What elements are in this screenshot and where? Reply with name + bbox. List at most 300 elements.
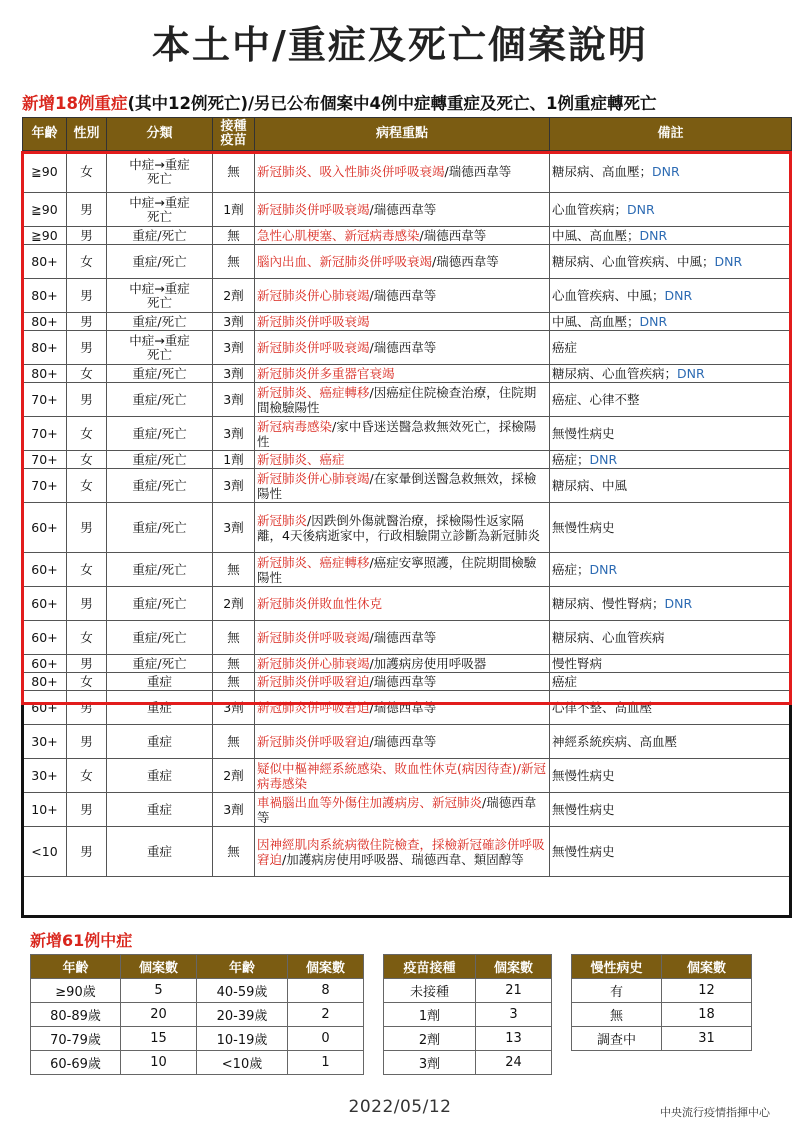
case-sex: 女 <box>67 417 107 451</box>
case-course <box>255 691 550 725</box>
vaccine-count: 13 <box>476 1027 552 1051</box>
case-note <box>550 417 792 451</box>
case-row <box>23 587 792 621</box>
case-note <box>550 279 792 313</box>
case-course <box>255 827 550 877</box>
course-detail: /加護病房使用呼吸器 <box>369 656 487 671</box>
case-sex: 女 <box>67 365 107 383</box>
course-key-diagnosis: 新冠肺炎、吸入性肺炎併呼吸衰竭 <box>257 164 445 179</box>
course-key-diagnosis: 新冠肺炎併呼吸窘迫 <box>257 700 370 715</box>
case-note <box>550 151 792 193</box>
course-key-diagnosis: 新冠肺炎併呼吸窘迫 <box>257 674 370 689</box>
course-key-diagnosis: 新冠肺炎併心肺衰竭 <box>257 470 370 486</box>
case-category: 重症/死亡 <box>107 451 213 469</box>
case-age: 70+ <box>23 417 67 451</box>
issuing-organization: 中央流行疫情指揮中心 <box>660 1106 770 1119</box>
age-group: 60-69歲 <box>31 1051 121 1075</box>
age-count: 10 <box>121 1051 197 1075</box>
col-course: 病程重點 <box>255 118 550 151</box>
age-group: 40-59歲 <box>197 979 288 1003</box>
case-category: 重症 <box>107 725 213 759</box>
vaccine-row <box>384 1027 552 1051</box>
case-category: 重症/死亡 <box>107 655 213 673</box>
case-course <box>255 383 550 417</box>
case-vaccine: 3劑 <box>213 503 255 553</box>
case-age: 80+ <box>23 279 67 313</box>
col-vaccine: 接種 疫苗 <box>213 118 255 151</box>
note-dnr: DNR <box>639 314 668 329</box>
age-row <box>31 1027 364 1051</box>
case-vaccine: 1劑 <box>213 193 255 227</box>
chronic-count: 31 <box>662 1027 752 1051</box>
case-course <box>255 793 550 827</box>
case-course <box>255 587 550 621</box>
case-age: ≧90 <box>23 151 67 193</box>
case-sex: 女 <box>67 245 107 279</box>
note-history: 慢性腎病 <box>552 656 603 671</box>
chronic-count: 12 <box>662 979 752 1003</box>
case-vaccine: 無 <box>213 227 255 245</box>
case-course <box>255 655 550 673</box>
chronic-status: 有 <box>572 979 662 1003</box>
course-detail: /瑞德西韋等 <box>369 734 437 749</box>
case-note <box>550 793 792 827</box>
col-note: 備註 <box>550 118 792 151</box>
case-note <box>550 655 792 673</box>
case-row <box>23 469 792 503</box>
case-course <box>255 227 550 245</box>
page-title: 本土中/重症及死亡個案說明 <box>152 23 648 67</box>
course-key-diagnosis: 新冠肺炎併多重器官衰竭 <box>257 366 395 381</box>
case-sex: 女 <box>67 621 107 655</box>
case-course <box>255 503 550 553</box>
case-sex: 男 <box>67 227 107 245</box>
case-row <box>23 331 792 365</box>
case-sex: 女 <box>67 553 107 587</box>
course-key-diagnosis: 新冠肺炎併呼吸衰竭 <box>257 202 370 217</box>
case-sex: 男 <box>67 691 107 725</box>
course-detail: /瑞德西韋等 <box>369 340 437 355</box>
note-dnr: DNR <box>664 288 693 303</box>
vaccine-count-col: 個案數 <box>476 955 552 979</box>
severe-table-body <box>23 151 792 877</box>
note-dnr: DNR <box>664 596 693 611</box>
case-sex: 男 <box>67 193 107 227</box>
case-age: 60+ <box>23 621 67 655</box>
course-key-diagnosis: 新冠肺炎、癌症 <box>257 452 345 467</box>
case-age: 30+ <box>23 725 67 759</box>
chronic-count-col: 個案數 <box>662 955 752 979</box>
case-category: 重症/死亡 <box>107 621 213 655</box>
course-detail: /瑞德西韋等 <box>419 228 487 243</box>
note-dnr: DNR <box>589 562 618 577</box>
case-sex: 男 <box>67 279 107 313</box>
case-vaccine: 3劑 <box>213 417 255 451</box>
case-vaccine: 無 <box>213 553 255 587</box>
course-key-diagnosis: 新冠肺炎併敗血性休克 <box>257 596 383 611</box>
note-history: 中風、高血壓； <box>552 314 640 329</box>
course-key-diagnosis: 新冠肺炎、癌症轉移 <box>257 384 370 400</box>
case-category: 重症/死亡 <box>107 553 213 587</box>
course-detail: /瑞德西韋等 <box>444 164 512 179</box>
case-row <box>23 553 792 587</box>
case-vaccine: 2劑 <box>213 587 255 621</box>
course-detail: /瑞德西韋等 <box>257 794 537 825</box>
case-age: 80+ <box>23 673 67 691</box>
course-key-diagnosis: 新冠肺炎併呼吸衰竭 <box>257 630 370 645</box>
case-age: ≧90 <box>23 227 67 245</box>
course-key-diagnosis: 因神經肌肉系統病徵住院檢查，採檢新冠確診併呼吸窘迫 <box>257 836 545 867</box>
case-sex: 男 <box>67 725 107 759</box>
chronic-status: 調查中 <box>572 1027 662 1051</box>
case-course <box>255 759 550 793</box>
course-detail: /瑞德西韋等 <box>369 630 437 645</box>
course-key-diagnosis: 新冠肺炎併心肺衰竭 <box>257 288 370 303</box>
course-key-diagnosis: 新冠肺炎併呼吸衰竭 <box>257 340 370 355</box>
age-group: 80-89歲 <box>31 1003 121 1027</box>
course-detail: /癌症安寧照護，住院期間檢驗陽性 <box>257 554 537 585</box>
case-age: 70+ <box>23 469 67 503</box>
count-col-1: 個案數 <box>121 955 197 979</box>
case-row <box>23 793 792 827</box>
case-note <box>550 331 792 365</box>
case-sex: 女 <box>67 151 107 193</box>
note-dnr: DNR <box>627 202 655 217</box>
case-row <box>23 759 792 793</box>
case-category: 重症/死亡 <box>107 383 213 417</box>
count-col-2: 個案數 <box>288 955 364 979</box>
case-vaccine: 無 <box>213 725 255 759</box>
case-note <box>550 245 792 279</box>
note-history: 癌症、心律不整 <box>552 392 640 407</box>
case-category: 重症 <box>107 691 213 725</box>
case-vaccine: 無 <box>213 655 255 673</box>
severe-cases-table <box>22 117 792 877</box>
case-course <box>255 193 550 227</box>
case-row <box>23 691 792 725</box>
case-row <box>23 621 792 655</box>
case-note <box>550 227 792 245</box>
subtitle-severe-count: 新增18例重症 <box>22 94 128 113</box>
age-row <box>31 1003 364 1027</box>
case-category: 重症 <box>107 759 213 793</box>
case-row <box>23 655 792 673</box>
course-key-diagnosis: 急性心肌梗塞、新冠病毒感染 <box>257 228 420 243</box>
age-count: 1 <box>288 1051 364 1075</box>
case-age: 60+ <box>23 553 67 587</box>
case-age: 60+ <box>23 587 67 621</box>
age-count: 0 <box>288 1027 364 1051</box>
course-detail: /瑞德西韋等 <box>369 288 437 303</box>
case-course <box>255 469 550 503</box>
moderate-section-title: 新增61例中症 <box>30 931 133 950</box>
case-row <box>23 673 792 691</box>
case-note <box>550 313 792 331</box>
chronic-col: 慢性病史 <box>572 955 662 979</box>
note-history: 糖尿病、慢性腎病； <box>552 596 665 611</box>
case-row <box>23 245 792 279</box>
age-group: 70-79歲 <box>31 1027 121 1051</box>
course-detail: /家中昏迷送醫急救無效死亡，採檢陽性 <box>257 418 537 449</box>
note-history: 神經系統疾病、高血壓 <box>552 734 678 749</box>
case-note <box>550 383 792 417</box>
case-row <box>23 725 792 759</box>
note-history: 糖尿病、高血壓； <box>552 164 653 179</box>
note-history: 心血管疾病； <box>552 202 628 217</box>
col-age: 年齡 <box>23 118 67 151</box>
case-row <box>23 365 792 383</box>
case-course <box>255 621 550 655</box>
case-course <box>255 313 550 331</box>
case-course <box>255 151 550 193</box>
age-count: 2 <box>288 1003 364 1027</box>
report-date: 2022/05/12 <box>348 1097 452 1117</box>
note-history: 糖尿病、中風 <box>552 478 628 493</box>
case-row <box>23 279 792 313</box>
case-age: 80+ <box>23 365 67 383</box>
case-course <box>255 365 550 383</box>
course-detail: /因跌倒外傷就醫治療，採檢陽性返家隔離，4天後病逝家中，行政相驗開立診斷為新冠肺炎 <box>257 512 540 543</box>
case-category: 中症→重症 死亡 <box>107 279 213 313</box>
age-count: 8 <box>288 979 364 1003</box>
age-col-1: 年齡 <box>31 955 121 979</box>
case-row <box>23 383 792 417</box>
vaccine-dose: 3劑 <box>384 1051 476 1075</box>
note-dnr: DNR <box>714 254 743 269</box>
age-count: 20 <box>121 1003 197 1027</box>
case-course <box>255 673 550 691</box>
case-note <box>550 451 792 469</box>
case-note <box>550 587 792 621</box>
vaccine-dose: 2劑 <box>384 1027 476 1051</box>
case-age: 80+ <box>23 331 67 365</box>
case-vaccine: 3劑 <box>213 383 255 417</box>
case-vaccine: 1劑 <box>213 451 255 469</box>
case-course <box>255 725 550 759</box>
case-row <box>23 313 792 331</box>
case-age: 60+ <box>23 655 67 673</box>
case-category: 重症 <box>107 827 213 877</box>
course-detail: /因癌症住院檢查治療，住院期間檢驗陽性 <box>257 384 537 415</box>
vaccine-row <box>384 1003 552 1027</box>
course-key-diagnosis: 新冠肺炎 <box>257 512 308 528</box>
age-count: 15 <box>121 1027 197 1051</box>
case-category: 重症/死亡 <box>107 245 213 279</box>
case-row <box>23 227 792 245</box>
age-row <box>31 1051 364 1075</box>
moderate-vaccine-table <box>383 954 552 1075</box>
course-key-diagnosis: 新冠肺炎併呼吸衰竭 <box>257 314 370 329</box>
case-age: 30+ <box>23 759 67 793</box>
course-key-diagnosis: 腦內出血、新冠肺炎併呼吸衰竭 <box>257 254 433 269</box>
chronic-count: 18 <box>662 1003 752 1027</box>
course-key-diagnosis: 車禍腦出血等外傷住加護病房、新冠肺炎 <box>257 794 483 810</box>
vaccine-dose: 未接種 <box>384 979 476 1003</box>
vaccine-count: 3 <box>476 1003 552 1027</box>
age-group: 20-39歲 <box>197 1003 288 1027</box>
case-note <box>550 691 792 725</box>
case-sex: 男 <box>67 655 107 673</box>
case-note <box>550 621 792 655</box>
note-history: 糖尿病、心血管疾病 <box>552 630 665 645</box>
note-history: 中風、高血壓； <box>552 228 640 243</box>
case-category: 重症/死亡 <box>107 417 213 451</box>
col-category: 分類 <box>107 118 213 151</box>
case-vaccine: 3劑 <box>213 691 255 725</box>
case-sex: 男 <box>67 331 107 365</box>
case-sex: 男 <box>67 383 107 417</box>
case-note <box>550 827 792 877</box>
case-course <box>255 245 550 279</box>
age-row <box>31 979 364 1003</box>
case-course <box>255 331 550 365</box>
case-course <box>255 417 550 451</box>
course-key-diagnosis: 新冠肺炎併心肺衰竭 <box>257 656 370 671</box>
case-age: 80+ <box>23 245 67 279</box>
moderate-age-table <box>30 954 364 1075</box>
note-dnr: DNR <box>589 452 618 467</box>
case-note <box>550 193 792 227</box>
note-history: 無慢性病史 <box>552 426 615 441</box>
note-history: 癌症 <box>552 340 578 355</box>
case-sex: 男 <box>67 503 107 553</box>
case-age: 70+ <box>23 451 67 469</box>
vaccine-row <box>384 979 552 1003</box>
chronic-status: 無 <box>572 1003 662 1027</box>
note-history: 無慢性病史 <box>552 520 615 535</box>
note-dnr: DNR <box>652 164 680 179</box>
note-history: 無慢性病史 <box>552 844 615 859</box>
vaccine-col: 疫苗接種 <box>384 955 476 979</box>
vaccine-row <box>384 1051 552 1075</box>
case-vaccine: 無 <box>213 621 255 655</box>
case-note <box>550 553 792 587</box>
course-detail: /瑞德西韋等 <box>369 202 437 217</box>
note-history: 癌症； <box>552 562 590 577</box>
age-group: 10-19歲 <box>197 1027 288 1051</box>
course-detail: /瑞德西韋等 <box>369 700 437 715</box>
case-age: 80+ <box>23 313 67 331</box>
course-detail: /瑞德西韋等 <box>432 254 499 269</box>
case-note <box>550 673 792 691</box>
age-count: 5 <box>121 979 197 1003</box>
age-col-2: 年齡 <box>197 955 288 979</box>
case-vaccine: 3劑 <box>213 469 255 503</box>
age-group: ≥90歲 <box>31 979 121 1003</box>
note-history: 糖尿病、心血管疾病、中風； <box>552 254 715 269</box>
course-key-diagnosis: 新冠肺炎併呼吸窘迫 <box>257 734 370 749</box>
case-category: 重症/死亡 <box>107 365 213 383</box>
course-key-diagnosis: 疑似中樞神經系統感染、敗血性休克(病因待查)/新冠病毒感染 <box>257 760 546 791</box>
case-vaccine: 無 <box>213 673 255 691</box>
case-category: 重症 <box>107 793 213 827</box>
age-group: <10歲 <box>197 1051 288 1075</box>
note-history: 心律不整、高血壓 <box>552 700 653 715</box>
case-note <box>550 759 792 793</box>
vaccine-count: 24 <box>476 1051 552 1075</box>
case-age: 60+ <box>23 691 67 725</box>
case-vaccine: 3劑 <box>213 331 255 365</box>
case-row <box>23 193 792 227</box>
note-history: 糖尿病、心血管疾病； <box>552 366 678 381</box>
case-category: 重症/死亡 <box>107 503 213 553</box>
case-category: 中症→重症 死亡 <box>107 151 213 193</box>
case-vaccine: 3劑 <box>213 365 255 383</box>
case-row <box>23 417 792 451</box>
case-vaccine: 無 <box>213 151 255 193</box>
case-sex: 女 <box>67 759 107 793</box>
case-course <box>255 553 550 587</box>
case-age: 60+ <box>23 503 67 553</box>
course-detail: /在家暈倒送醫急救無效，採檢陽性 <box>257 470 537 501</box>
note-history: 癌症； <box>552 452 590 467</box>
case-row <box>23 151 792 193</box>
course-key-diagnosis: 新冠肺炎、癌症轉移 <box>257 554 370 570</box>
case-category: 中症→重症 死亡 <box>107 331 213 365</box>
note-dnr: DNR <box>677 366 705 381</box>
case-note <box>550 469 792 503</box>
case-category: 重症/死亡 <box>107 313 213 331</box>
case-sex: 男 <box>67 827 107 877</box>
severe-table-header <box>23 118 792 151</box>
note-dnr: DNR <box>639 228 668 243</box>
case-age: ≧90 <box>23 193 67 227</box>
subtitle-detail: (其中12例死亡)/另已公布個案中4例中症轉重症及死亡、1例重症轉死亡 <box>127 94 657 113</box>
vaccine-dose: 1劑 <box>384 1003 476 1027</box>
case-category: 重症/死亡 <box>107 469 213 503</box>
case-sex: 女 <box>67 469 107 503</box>
note-history: 無慢性病史 <box>552 802 615 817</box>
case-category: 中症→重症 死亡 <box>107 193 213 227</box>
case-vaccine: 2劑 <box>213 279 255 313</box>
col-sex: 性別 <box>67 118 107 151</box>
case-note <box>550 365 792 383</box>
case-age: 10+ <box>23 793 67 827</box>
vaccine-count: 21 <box>476 979 552 1003</box>
case-row <box>23 451 792 469</box>
case-sex: 女 <box>67 673 107 691</box>
note-history: 心血管疾病、中風； <box>552 288 665 303</box>
page-subtitle <box>22 90 792 114</box>
case-vaccine: 無 <box>213 827 255 877</box>
case-vaccine: 2劑 <box>213 759 255 793</box>
course-detail: /加護病房使用呼吸器、瑞德西韋、類固醇等 <box>282 851 524 867</box>
note-history: 癌症 <box>552 674 578 689</box>
chronic-row <box>572 1003 752 1027</box>
note-history: 無慢性病史 <box>552 768 615 783</box>
case-age: <10 <box>23 827 67 877</box>
course-key-diagnosis: 新冠病毒感染 <box>257 418 333 434</box>
case-course <box>255 451 550 469</box>
case-sex: 男 <box>67 587 107 621</box>
course-detail: /瑞德西韋等 <box>369 674 437 689</box>
case-row <box>23 827 792 877</box>
case-sex: 男 <box>67 793 107 827</box>
case-note <box>550 725 792 759</box>
chronic-row <box>572 1027 752 1051</box>
moderate-chronic-table <box>571 954 752 1051</box>
chronic-row <box>572 979 752 1003</box>
case-sex: 女 <box>67 451 107 469</box>
case-category: 重症/死亡 <box>107 227 213 245</box>
case-category: 重症/死亡 <box>107 587 213 621</box>
case-category: 重症 <box>107 673 213 691</box>
case-age: 70+ <box>23 383 67 417</box>
case-row <box>23 503 792 553</box>
case-vaccine: 無 <box>213 245 255 279</box>
case-sex: 男 <box>67 313 107 331</box>
case-note <box>550 503 792 553</box>
